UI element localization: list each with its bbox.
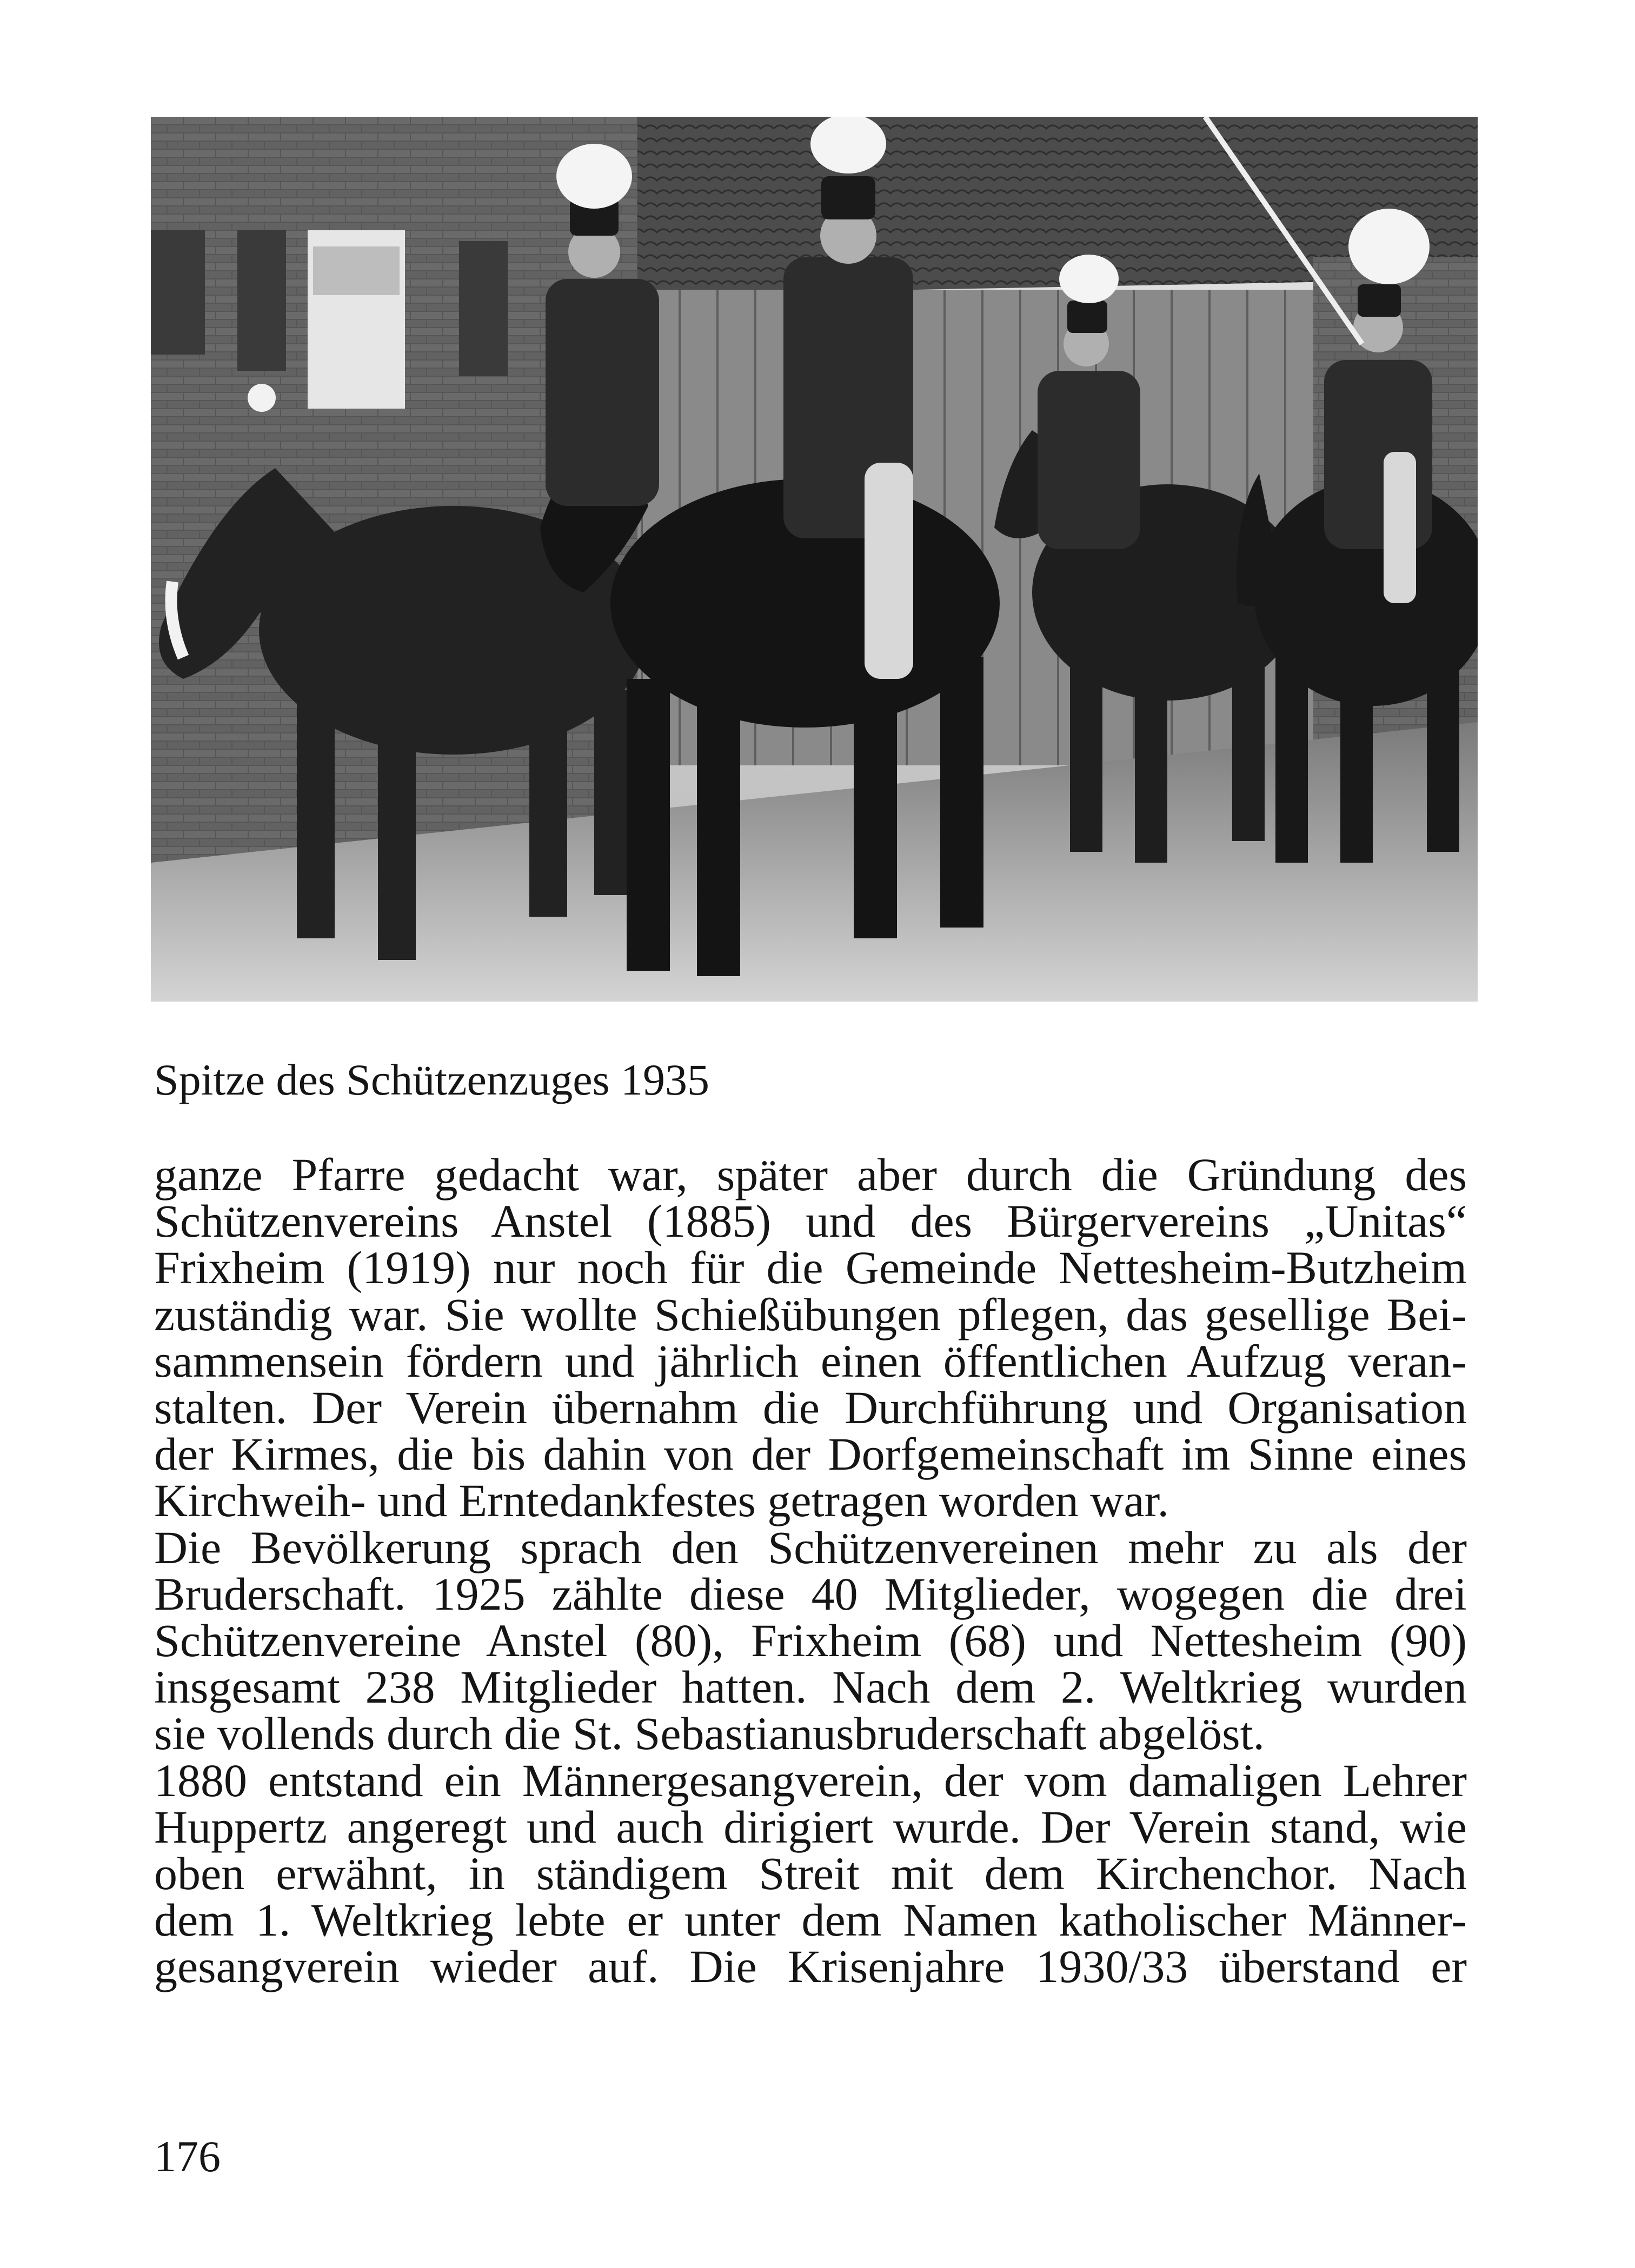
text-line: stalten. Der Verein übernahm die Durchführung und Organisation bbox=[154, 1382, 1467, 1434]
historical-photo bbox=[151, 117, 1478, 1002]
text-line: Bruderschaft. 1925 zählte diese 40 Mitglieder, wogegen die drei bbox=[154, 1567, 1467, 1620]
text-line: Huppertz angeregt und auch dirigiert wurde. Der Verein stand, wie bbox=[154, 1800, 1467, 1853]
text-line: insgesamt 238 Mitglieder hatten. Nach dem 2. Weltkrieg wurden bbox=[154, 1661, 1467, 1713]
text-line: ganze Pfarre gedacht war, später aber durch die Gründung des bbox=[154, 1149, 1467, 1200]
text-line: Kirchweih- und Erntedankfestes getragen worden war. bbox=[154, 1475, 1169, 1527]
text-line: sie vollends durch die St. Sebastianusbruderschaft abgelöst. bbox=[154, 1707, 1265, 1760]
text-line: Die Bevölkerung sprach den Schützenvereinen mehr zu als der bbox=[154, 1521, 1467, 1573]
text-line: oben erwähnt, in ständigem Streit mit dem Kirchenchor. Nach bbox=[154, 1847, 1467, 1900]
page-number: 176 bbox=[154, 2132, 221, 2181]
text-line: 1880 entstand ein Männergesangverein, der vom damaligen Lehrer bbox=[154, 1754, 1467, 1806]
photo-riders-illustration bbox=[151, 117, 1478, 1002]
text-line: zuständig war. Sie wollte Schießübungen pflegen, das gesellige Bei- bbox=[154, 1288, 1467, 1340]
text-line: gesangverein wieder auf. Die Krisenjahre 1930/33 überstand er bbox=[154, 1940, 1467, 1993]
text-line: dem 1. Weltkrieg lebte er unter dem Namen katholischer Männer- bbox=[154, 1894, 1467, 1946]
text-line: Frixheim (1919) nur noch für die Gemeinde Nettesheim-Butzheim bbox=[154, 1242, 1467, 1294]
text-line: sammensein fördern und jährlich einen öffentlichen Aufzug veran- bbox=[154, 1335, 1467, 1387]
text-line: Schützenvereins Anstel (1885) und des Bürgervereins „Unitas“ bbox=[154, 1195, 1467, 1248]
body-paragraph bbox=[154, 1149, 1467, 1993]
photo-caption: Spitze des Schützenzuges 1935 bbox=[154, 1055, 710, 1104]
text-line: Schützenvereine Anstel (80), Frixheim (68) und Nettesheim (90) bbox=[154, 1615, 1467, 1667]
text-line: der Kirmes, die bis dahin von der Dorfgemeinschaft im Sinne eines bbox=[154, 1428, 1467, 1480]
